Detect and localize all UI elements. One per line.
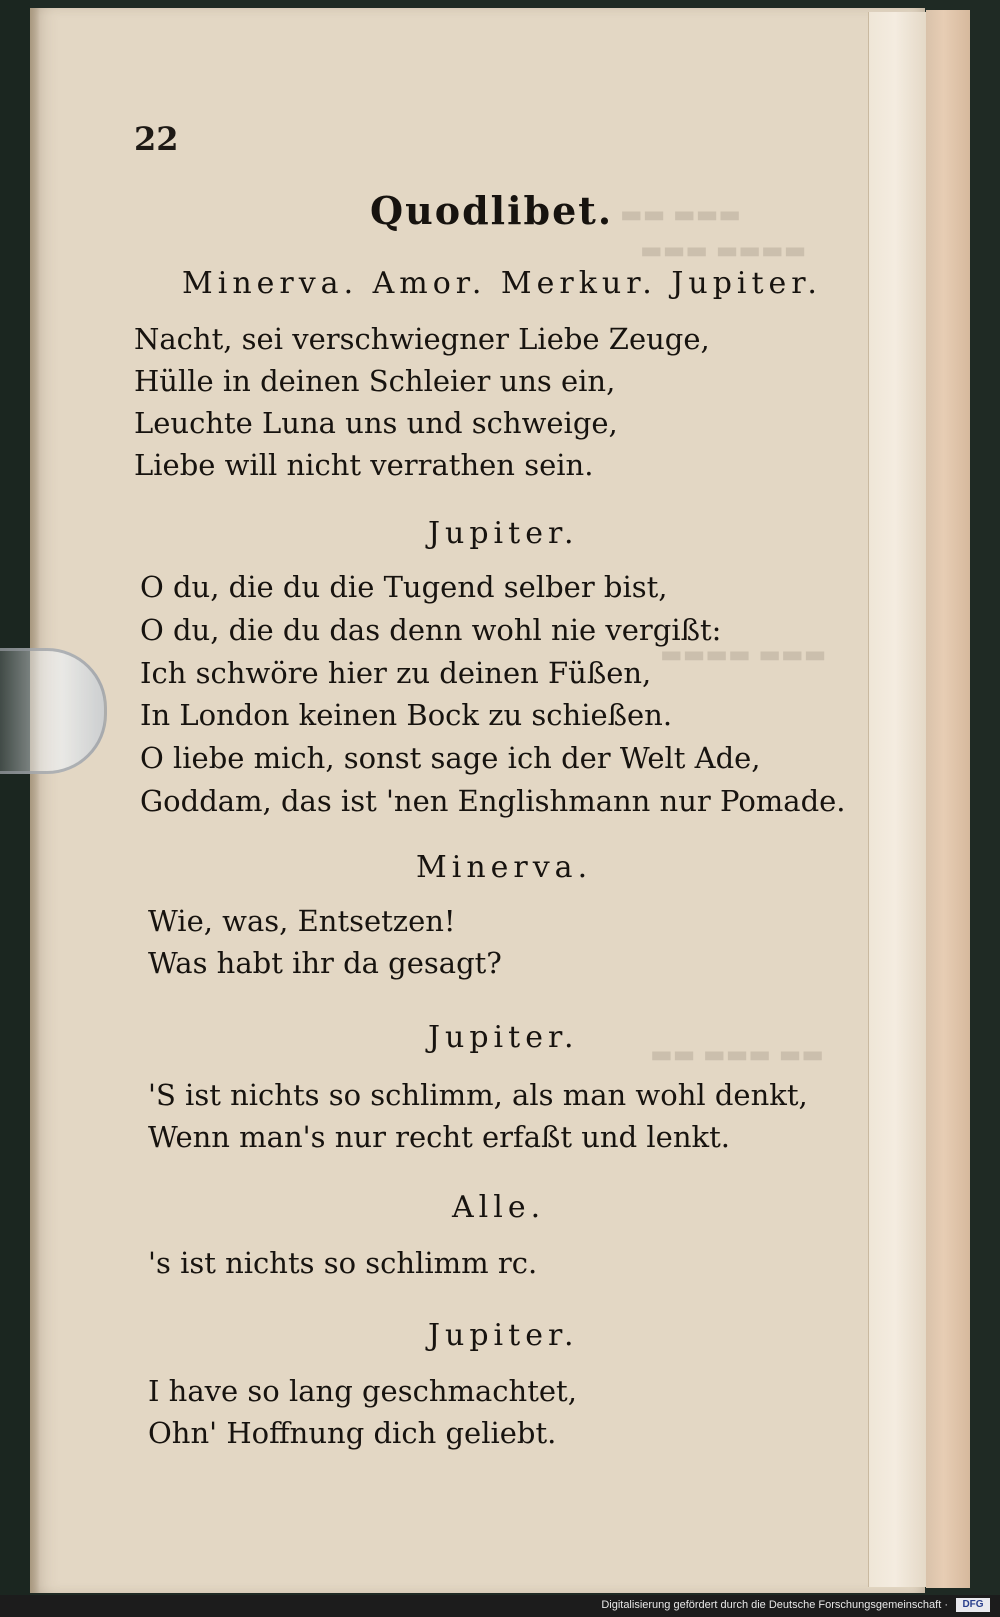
verse-line: O du, die du das denn wohl nie vergißt:: [140, 613, 722, 647]
speaker-heading: Jupiter.: [428, 1020, 579, 1055]
digitization-credit: Digitalisierung gefördert durch die Deutsche Forschungsgemeinschaft ·: [601, 1599, 948, 1611]
page-edge-stack: [926, 10, 970, 1588]
speaker-heading: Jupiter.: [428, 1318, 579, 1353]
page-title: Quodlibet.: [370, 188, 614, 233]
speaker-heading: Minerva. Amor. Merkur. Jupiter.: [182, 266, 822, 301]
verse-line: 's ist nichts so schlimm rc.: [148, 1246, 538, 1280]
verse-line: Hülle in deinen Schleier uns ein,: [134, 364, 616, 398]
verse-line: Wie, was, Entsetzen!: [148, 904, 456, 938]
verse-line: Ohn' Hoffnung dich geliebt.: [148, 1416, 557, 1450]
show-through-mark: ▬▬▬ ▬▬: [620, 200, 742, 228]
verse-line: 'S ist nichts so schlimm, als man wohl denkt,: [148, 1078, 808, 1112]
dfg-logo: DFG: [956, 1598, 990, 1612]
verse-line: I have so lang geschmachtet,: [148, 1374, 577, 1408]
speaker-heading: Jupiter.: [428, 516, 579, 551]
verse-line: Leuchte Luna uns und schweige,: [134, 406, 618, 440]
page-right-fold: [868, 12, 927, 1587]
page-number: 22: [134, 120, 179, 158]
speaker-heading: Alle.: [452, 1190, 546, 1225]
book-cover-edge: [0, 0, 30, 1595]
speaker-heading: Minerva.: [416, 850, 593, 885]
verse-line: Liebe will nicht verrathen sein.: [134, 448, 594, 482]
verse-line: O du, die du die Tugend selber bist,: [140, 570, 668, 604]
verse-line: O liebe mich, sonst sage ich der Welt Ade,: [140, 741, 761, 775]
show-through-mark: ▬▬▬ ▬▬▬▬: [660, 640, 827, 668]
show-through-mark: ▬▬ ▬▬▬ ▬▬: [650, 1040, 824, 1068]
verse-line: In London keinen Bock zu schießen.: [140, 698, 673, 732]
verse-line: Nacht, sei verschwiegner Liebe Zeuge,: [134, 322, 710, 356]
verse-line: Ich schwöre hier zu deinen Füßen,: [140, 656, 652, 690]
show-through-mark: ▬▬▬▬ ▬▬▬: [640, 236, 807, 264]
verse-line: Was habt ihr da gesagt?: [148, 946, 502, 980]
verse-line: Goddam, das ist 'nen Englishmann nur Pomade.: [140, 784, 846, 818]
gutter-shadow: [30, 8, 40, 1593]
verse-line: Wenn man's nur recht erfaßt und lenkt.: [148, 1120, 730, 1154]
